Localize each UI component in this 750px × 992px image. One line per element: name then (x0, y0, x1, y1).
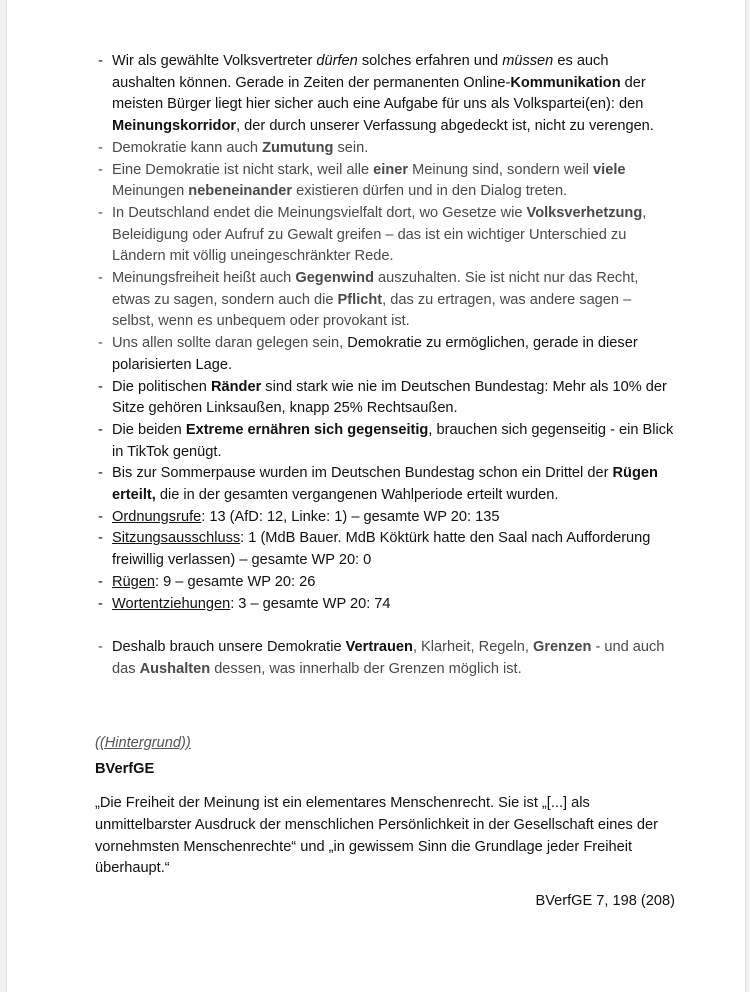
bold-text: Meinungskorridor (112, 118, 237, 135)
background-section-label: ((Hintergrund)) (95, 734, 191, 751)
court-citation: BVerfGE 7, 198 (208) (535, 892, 675, 909)
text-segment: Meinungsfreiheit heißt auch (112, 270, 296, 287)
text-segment: sein. (333, 139, 369, 156)
bullet-dash: - (98, 335, 103, 352)
text-segment: , Beleidigung oder Aufruf zu Gewalt greifen – das ist ein wichtiger Unterschied zu Ländern mit völlig uneingeschränkter Rede. (112, 204, 647, 265)
bullet-dash: - (98, 139, 103, 156)
text-segment: existieren dürfen und in den Dialog treten. (292, 183, 568, 200)
court-quote: „Die Freiheit der Meinung ist ein elementares Menschenrecht. Sie ist „[...] als unmittelbarster Ausdruck der menschlichen Persönlichkeit in der Gesellschaft eines der vornehmsten Menschenrechte“ und „in gewissem Sinn die Grundlage jeder Freiheit überhaupt.“ (95, 795, 658, 877)
bullet-dash: - (98, 53, 103, 69)
bullet-dash: - (98, 508, 103, 525)
bullet-item (95, 594, 675, 616)
bullet-item (95, 377, 675, 420)
text-segment: Eine Demokratie ist nicht stark, weil alle (112, 161, 374, 178)
text-segment: , brauchen sich gegenseitig - ein Blick in TikTok genügt. (112, 421, 674, 460)
text-segment: Die beiden (112, 421, 186, 438)
text-segment: : 3 – gesamte WP 20: 74 (230, 595, 391, 612)
bullet-item (95, 420, 675, 463)
bold-text: Zumutung (262, 139, 334, 156)
underlined-term: Sitzungsausschluss (112, 530, 241, 547)
text-segment: solches erfahren und (357, 53, 503, 69)
underlined-term: Ordnungsrufe (112, 508, 202, 525)
bullet-item (95, 268, 675, 333)
bold-text: nebeneinander (188, 183, 293, 200)
bold-text: Pflicht (337, 291, 383, 308)
bullet-item (95, 138, 675, 160)
bullet-item (95, 528, 675, 571)
text-segment: es auch aushalten können. Gerade in Zeiten der permanenten Online- (112, 53, 609, 91)
bold-text: Gegenwind (295, 270, 374, 287)
text-segment: dürfen (316, 53, 358, 69)
bold-text: Grenzen (533, 639, 592, 656)
bold-text: Aushalten (139, 660, 211, 677)
bold-text: viele (593, 161, 626, 178)
text-segment: : 1 (MdB Bauer. MdB Köktürk hatte den Saal nach Aufforderung freiwillig verlassen) – gesamte WP 20: 0 (112, 530, 651, 569)
bullet-item (95, 637, 675, 680)
text-segment: der meisten Bürger liegt hier sicher auch eine Aufgabe für uns als Volkspartei(en): den (112, 74, 646, 113)
underlined-term: Rügen (112, 573, 156, 590)
text-segment: Meinungen (112, 183, 189, 200)
text-segment: Demokratie zu ermöglichen, gerade in dieser polarisierten Lage. (112, 335, 638, 373)
text-segment: Demokratie kann auch (112, 139, 263, 156)
bullet-item (95, 572, 675, 594)
text-segment: Wir als gewählte Volksvertreter (112, 53, 317, 69)
document-page (6, 0, 746, 992)
text-segment: Bis zur Sommerpause wurden im Deutschen Bundestag schon ein Drittel der (112, 465, 613, 482)
bullet-dash: - (98, 270, 103, 287)
bullet-list-main (95, 51, 675, 615)
spacer (95, 615, 675, 637)
text-segment: Meinung sind, sondern weil (408, 161, 594, 178)
bullet-dash: - (98, 421, 103, 438)
text-segment: Uns allen sollte daran gelegen sein, (112, 335, 348, 352)
text-segment: In Deutschland endet die Meinungsvielfalt dort, wo Gesetze wie (112, 204, 527, 221)
text-segment: auszuhalten. Sie ist nicht nur das Recht, etwas zu sagen, sondern auch die (112, 270, 639, 308)
bold-text: Volksverhetzung (526, 204, 643, 221)
bold-text: Ränder (210, 378, 262, 395)
bullet-dash: - (98, 465, 103, 482)
bullet-dash: - (98, 204, 103, 221)
text-segment: , das zu ertragen, was andere sagen – selbst, wenn es unbequem oder provokant ist. (112, 291, 632, 330)
bullet-item (95, 203, 675, 268)
bold-text: Kommunikation (510, 74, 621, 91)
bold-text: Extreme ernähren sich gegenseitig (185, 421, 429, 438)
text-segment: : 13 (AfD: 12, Linke: 1) – gesamte WP 20: 135 (201, 508, 500, 525)
text-segment: dessen, was innerhalb der Grenzen möglich ist. (210, 660, 522, 677)
bullet-list-conclusion (95, 637, 675, 680)
bullet-dash: - (98, 573, 103, 590)
text-segment: : 9 – gesamte WP 20: 26 (155, 573, 316, 590)
underlined-term: Wortentziehungen (112, 595, 231, 612)
text-segment: - und auch das (112, 639, 665, 677)
bullet-dash: - (98, 595, 103, 612)
text-segment: Die politischen (112, 378, 211, 395)
bullet-dash: - (98, 378, 103, 395)
text-segment: , Klarheit, Regeln, (412, 639, 534, 656)
bullet-item (95, 51, 675, 138)
bullet-item (95, 507, 675, 529)
bullet-dash: - (98, 530, 103, 547)
bold-text: Vertrauen (345, 639, 413, 656)
text-segment: müssen (502, 53, 554, 69)
bold-text: einer (373, 161, 409, 178)
text-segment: , der durch unserer Verfassung abgedeckt ist, nicht zu verengen. (236, 118, 654, 135)
text-segment: sind stark wie nie im Deutschen Bundestag: Mehr als 10% der Sitze gehören Linksaußen, knapp 25% Rechtsaußen. (112, 378, 667, 417)
text-segment: Deshalb brauch unsere Demokratie (112, 639, 346, 656)
text-segment: die in der gesamten vergangenen Wahlperiode erteilt wurden. (155, 487, 559, 504)
bullet-dash: - (98, 161, 103, 178)
bullet-item (95, 160, 675, 203)
bullet-item (95, 333, 675, 376)
bullet-item (95, 463, 675, 506)
background-section-title: BVerfGE (95, 761, 155, 778)
bullet-dash: - (98, 639, 103, 656)
bold-text: Rügen erteilt, (112, 465, 658, 504)
document-content (95, 51, 675, 913)
